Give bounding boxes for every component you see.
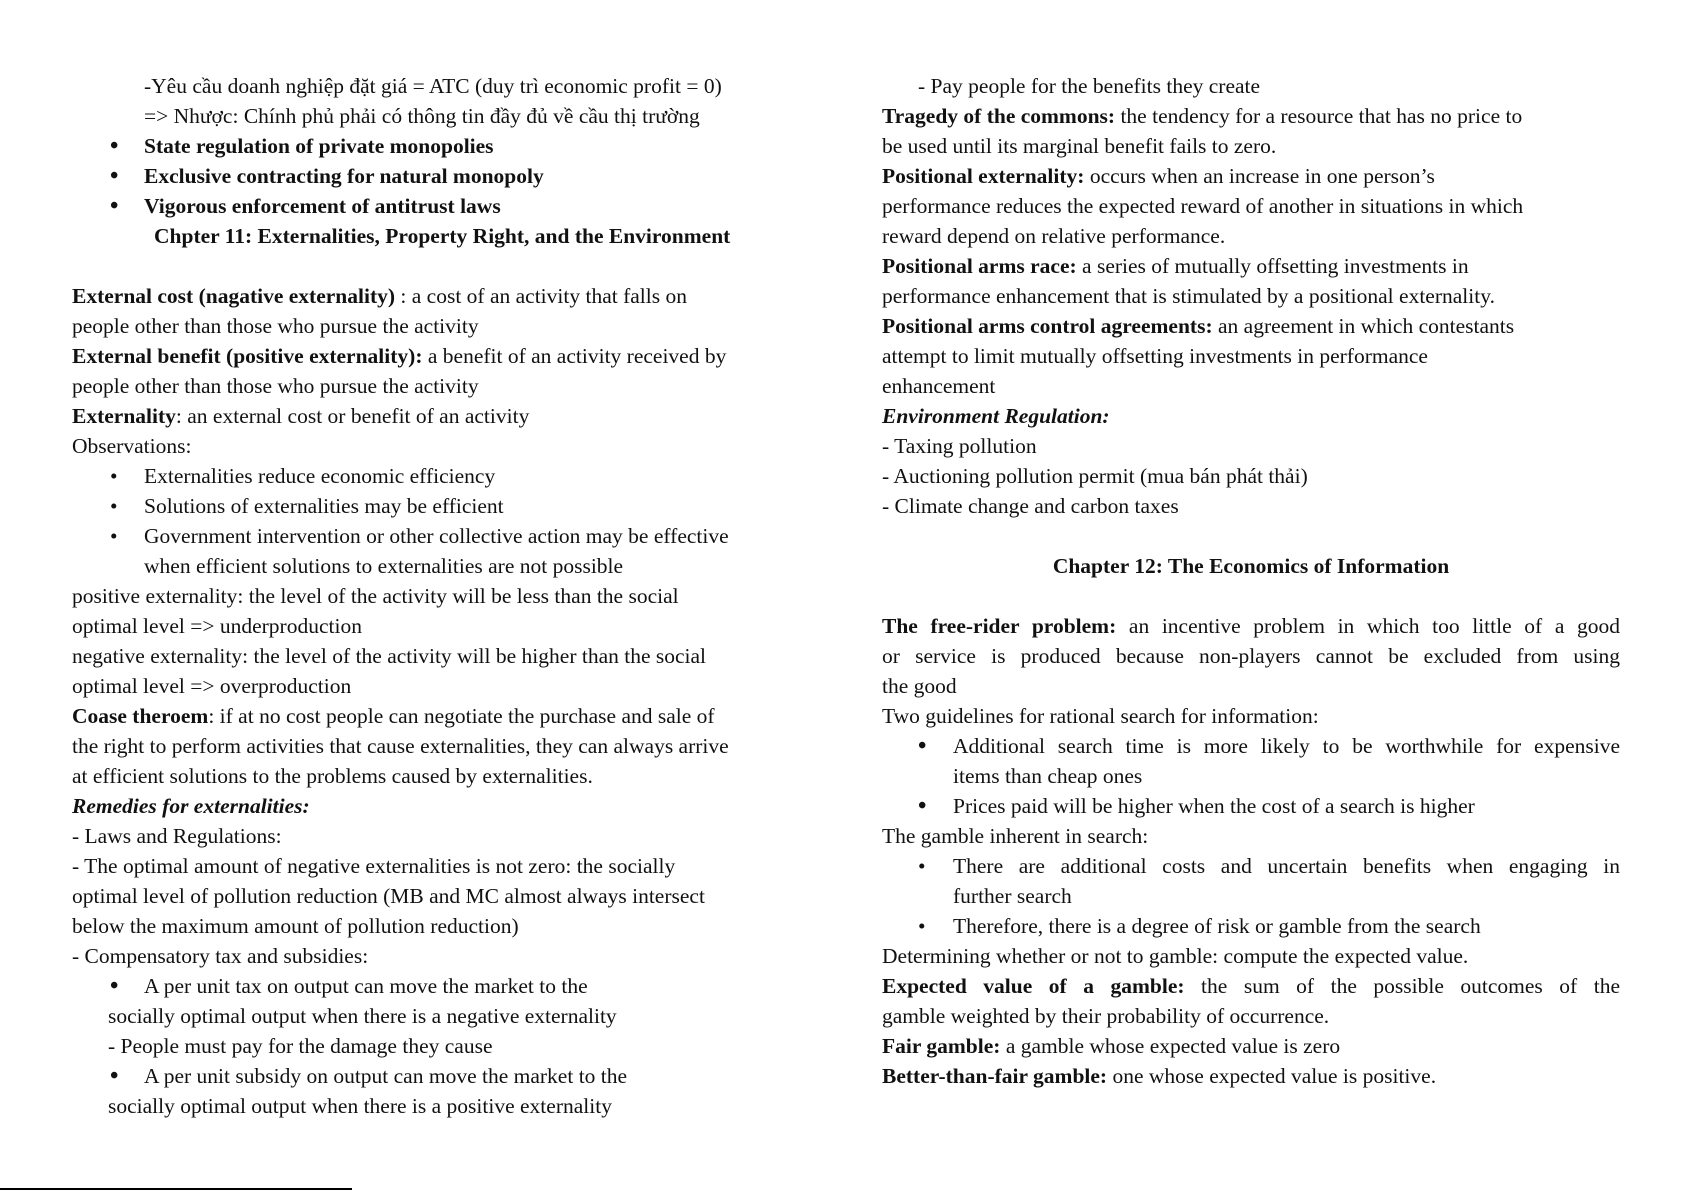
text-span: an agreement in which contestants xyxy=(1212,314,1515,338)
text-span: an incentive problem in which too little of a good xyxy=(1116,614,1620,638)
text-span: Government intervention or other collective action may be effective xyxy=(144,524,729,548)
text-span: performance enhancement that is stimulated by a positional externality. xyxy=(882,284,1495,308)
bullet-icon: • xyxy=(110,464,118,488)
term-label: Chapter 12: The Economics of Information xyxy=(1052,554,1450,578)
text-line xyxy=(882,521,1620,551)
text-line xyxy=(72,431,817,461)
chapter-heading xyxy=(72,221,817,251)
text-span: occurs when an increase in one person’s xyxy=(1084,164,1435,188)
text-span: positive externality: the level of the activity will be less than the social xyxy=(72,584,679,608)
text-line xyxy=(882,491,1620,521)
text-span: the sum of the possible outcomes of the xyxy=(1184,974,1620,998)
text-span: one whose expected value is positive. xyxy=(1107,1064,1437,1088)
text-line xyxy=(882,1031,1620,1061)
text-line xyxy=(882,881,1620,911)
text-line xyxy=(882,221,1620,251)
term-label: Positional externality: xyxy=(882,164,1085,188)
text-span: a series of mutually offsetting investments in xyxy=(1076,254,1469,278)
chapter-heading xyxy=(882,551,1620,581)
text-span: socially optimal output when there is a positive externality xyxy=(108,1094,612,1118)
text-span: enhancement xyxy=(882,374,996,398)
text-span: - Auctioning pollution permit (mua bán phát thải) xyxy=(882,464,1308,488)
text-span: performance reduces the expected reward of another in situations in which xyxy=(882,194,1524,218)
bullet-icon: • xyxy=(110,524,118,548)
text-line xyxy=(72,611,817,641)
text-line xyxy=(72,791,817,821)
text-line xyxy=(882,371,1620,401)
text-span: negative externality: the level of the activity will be higher than the social xyxy=(72,644,707,668)
footnote-separator xyxy=(0,1188,352,1190)
bullet-item xyxy=(882,731,1620,761)
bullet-icon: • xyxy=(918,733,927,759)
bullet-item xyxy=(882,911,1620,941)
bullet-item xyxy=(72,491,817,521)
text-line xyxy=(72,641,817,671)
text-line xyxy=(72,251,817,281)
text-span: - Pay people for the benefits they create xyxy=(918,74,1261,98)
bullet-icon: • xyxy=(110,494,118,518)
term-label: Externality xyxy=(72,404,176,428)
text-line xyxy=(882,401,1620,431)
text-line xyxy=(882,611,1620,641)
term-label: Tragedy of the commons: xyxy=(882,104,1116,128)
term-label: Exclusive contracting for natural monopoly xyxy=(144,164,544,188)
bullet-item xyxy=(72,521,817,551)
text-line xyxy=(882,671,1620,701)
text-span: people other than those who pursue the activity xyxy=(72,374,479,398)
bullet-icon: • xyxy=(110,1063,119,1089)
bullet-icon: • xyxy=(110,193,119,219)
bullet-icon: • xyxy=(918,793,927,819)
text-line xyxy=(72,911,817,941)
text-span: the right to perform activities that cause externalities, they can always arrive xyxy=(72,734,729,758)
text-line xyxy=(72,551,817,581)
text-span: => Nhược: Chính phủ phải có thông tin đầy đủ về cầu thị trường xyxy=(144,104,700,128)
text-line xyxy=(882,701,1620,731)
text-span: the tendency for a resource that has no price to xyxy=(1115,104,1523,128)
term-label: Expected value of a gamble: xyxy=(882,974,1185,998)
text-line xyxy=(72,731,817,761)
text-span: optimal level of pollution reduction (MB and MC almost always intersect xyxy=(72,884,705,908)
text-line xyxy=(72,311,817,341)
term-label: External benefit (positive externality): xyxy=(72,344,423,368)
text-line xyxy=(72,881,817,911)
text-span: A per unit subsidy on output can move the market to the xyxy=(144,1064,628,1088)
text-span: attempt to limit mutually offsetting investments in performance xyxy=(882,344,1428,368)
bullet-item xyxy=(72,461,817,491)
term-label: Positional arms race: xyxy=(882,254,1077,278)
text-span: optimal level => underproduction xyxy=(72,614,362,638)
left-column xyxy=(72,71,817,1121)
text-line xyxy=(882,341,1620,371)
term-label: Environment Regulation: xyxy=(882,404,1110,428)
text-span: socially optimal output when there is a negative externality xyxy=(108,1004,617,1028)
text-line xyxy=(882,1001,1620,1031)
text-span: the good xyxy=(882,674,957,698)
text-span: gamble weighted by their probability of occurrence. xyxy=(882,1004,1330,1028)
text-span: be used until its marginal benefit fails to zero. xyxy=(882,134,1277,158)
bullet-icon: • xyxy=(110,163,119,189)
text-line xyxy=(72,1031,817,1061)
text-line xyxy=(882,941,1620,971)
term-label: External cost (nagative externality) xyxy=(72,284,396,308)
text-span: - People must pay for the damage they cause xyxy=(108,1034,493,1058)
text-span: people other than those who pursue the activity xyxy=(72,314,479,338)
text-line xyxy=(882,1061,1620,1091)
text-line xyxy=(882,131,1620,161)
text-span: Solutions of externalities may be efficient xyxy=(144,494,504,518)
text-line xyxy=(882,461,1620,491)
text-span: There are additional costs and uncertain benefits when engaging in xyxy=(953,854,1620,878)
text-line xyxy=(882,251,1620,281)
text-span: The gamble inherent in search: xyxy=(882,824,1149,848)
text-line xyxy=(72,371,817,401)
text-span: : if at no cost people can negotiate the purchase and sale of xyxy=(208,704,715,728)
text-span: below the maximum amount of pollution reduction) xyxy=(72,914,519,938)
term-label: Vigorous enforcement of antitrust laws xyxy=(144,194,501,218)
text-span: Additional search time is more likely to be worthwhile for expensive xyxy=(953,734,1620,758)
text-span: Externalities reduce economic efficiency xyxy=(144,464,496,488)
text-span: - The optimal amount of negative externalities is not zero: the socially xyxy=(72,854,676,878)
bullet-icon: • xyxy=(918,914,926,938)
text-line xyxy=(72,101,817,131)
bullet-icon: • xyxy=(110,973,119,999)
text-line xyxy=(72,581,817,611)
text-line xyxy=(72,941,817,971)
term-label: The free-rider problem: xyxy=(882,614,1117,638)
text-line xyxy=(882,581,1620,611)
text-span: items than cheap ones xyxy=(953,764,1143,788)
text-line xyxy=(72,1001,817,1031)
text-span: - Compensatory tax and subsidies: xyxy=(72,944,369,968)
bullet-item xyxy=(72,131,817,161)
text-span: Two guidelines for rational search for information: xyxy=(882,704,1319,728)
term-label: Fair gamble: xyxy=(882,1034,1001,1058)
text-line xyxy=(72,1091,817,1121)
text-line xyxy=(72,701,817,731)
text-span: Determining whether or not to gamble: compute the expected value. xyxy=(882,944,1469,968)
text-span: a benefit of an activity received by xyxy=(422,344,727,368)
text-span: Observations: xyxy=(72,434,192,458)
bullet-icon: • xyxy=(918,854,926,878)
text-span: A per unit tax on output can move the market to the xyxy=(144,974,588,998)
text-line xyxy=(882,431,1620,461)
text-span: - Taxing pollution xyxy=(882,434,1037,458)
text-line xyxy=(72,821,817,851)
text-line xyxy=(882,161,1620,191)
bullet-item xyxy=(882,851,1620,881)
text-span: when efficient solutions to externalities are not possible xyxy=(144,554,624,578)
term-label: Better-than-fair gamble: xyxy=(882,1064,1108,1088)
text-span: -Yêu cầu doanh nghiệp đặt giá = ATC (duy trì economic profit = 0) xyxy=(144,74,722,98)
text-line xyxy=(882,191,1620,221)
text-span: Therefore, there is a degree of risk or gamble from the search xyxy=(953,914,1481,938)
text-line xyxy=(882,71,1620,101)
text-line xyxy=(72,671,817,701)
text-span: : an external cost or benefit of an activity xyxy=(175,404,530,428)
text-span: further search xyxy=(953,884,1072,908)
text-line xyxy=(882,761,1620,791)
text-line xyxy=(882,641,1620,671)
bullet-item xyxy=(72,1061,817,1091)
text-span: a gamble whose expected value is zero xyxy=(1000,1034,1341,1058)
text-span: : a cost of an activity that falls on xyxy=(395,284,687,308)
text-line xyxy=(72,71,817,101)
term-label: Remedies for externalities: xyxy=(72,794,310,818)
text-line xyxy=(72,341,817,371)
text-line xyxy=(72,851,817,881)
text-line xyxy=(882,311,1620,341)
term-label: Coase theroem xyxy=(72,704,209,728)
text-span: at efficient solutions to the problems caused by externalities. xyxy=(72,764,593,788)
text-line xyxy=(72,401,817,431)
text-line xyxy=(72,761,817,791)
right-column xyxy=(882,71,1620,1091)
bullet-icon: • xyxy=(110,133,119,159)
bullet-item xyxy=(72,191,817,221)
term-label: Chpter 11: Externalities, Property Right, and the Environment xyxy=(154,224,731,248)
text-line xyxy=(882,971,1620,1001)
bullet-item xyxy=(72,971,817,1001)
text-span: Prices paid will be higher when the cost of a search is higher xyxy=(953,794,1475,818)
text-line xyxy=(882,101,1620,131)
text-span: - Laws and Regulations: xyxy=(72,824,282,848)
text-line xyxy=(882,821,1620,851)
bullet-item xyxy=(72,161,817,191)
text-span: optimal level => overproduction xyxy=(72,674,352,698)
text-span: - Climate change and carbon taxes xyxy=(882,494,1179,518)
text-line xyxy=(882,281,1620,311)
term-label: State regulation of private monopolies xyxy=(144,134,494,158)
text-line xyxy=(72,281,817,311)
text-span: reward depend on relative performance. xyxy=(882,224,1226,248)
text-span: or service is produced because non-players cannot be excluded from using xyxy=(882,644,1620,668)
bullet-item xyxy=(882,791,1620,821)
term-label: Positional arms control agreements: xyxy=(882,314,1213,338)
